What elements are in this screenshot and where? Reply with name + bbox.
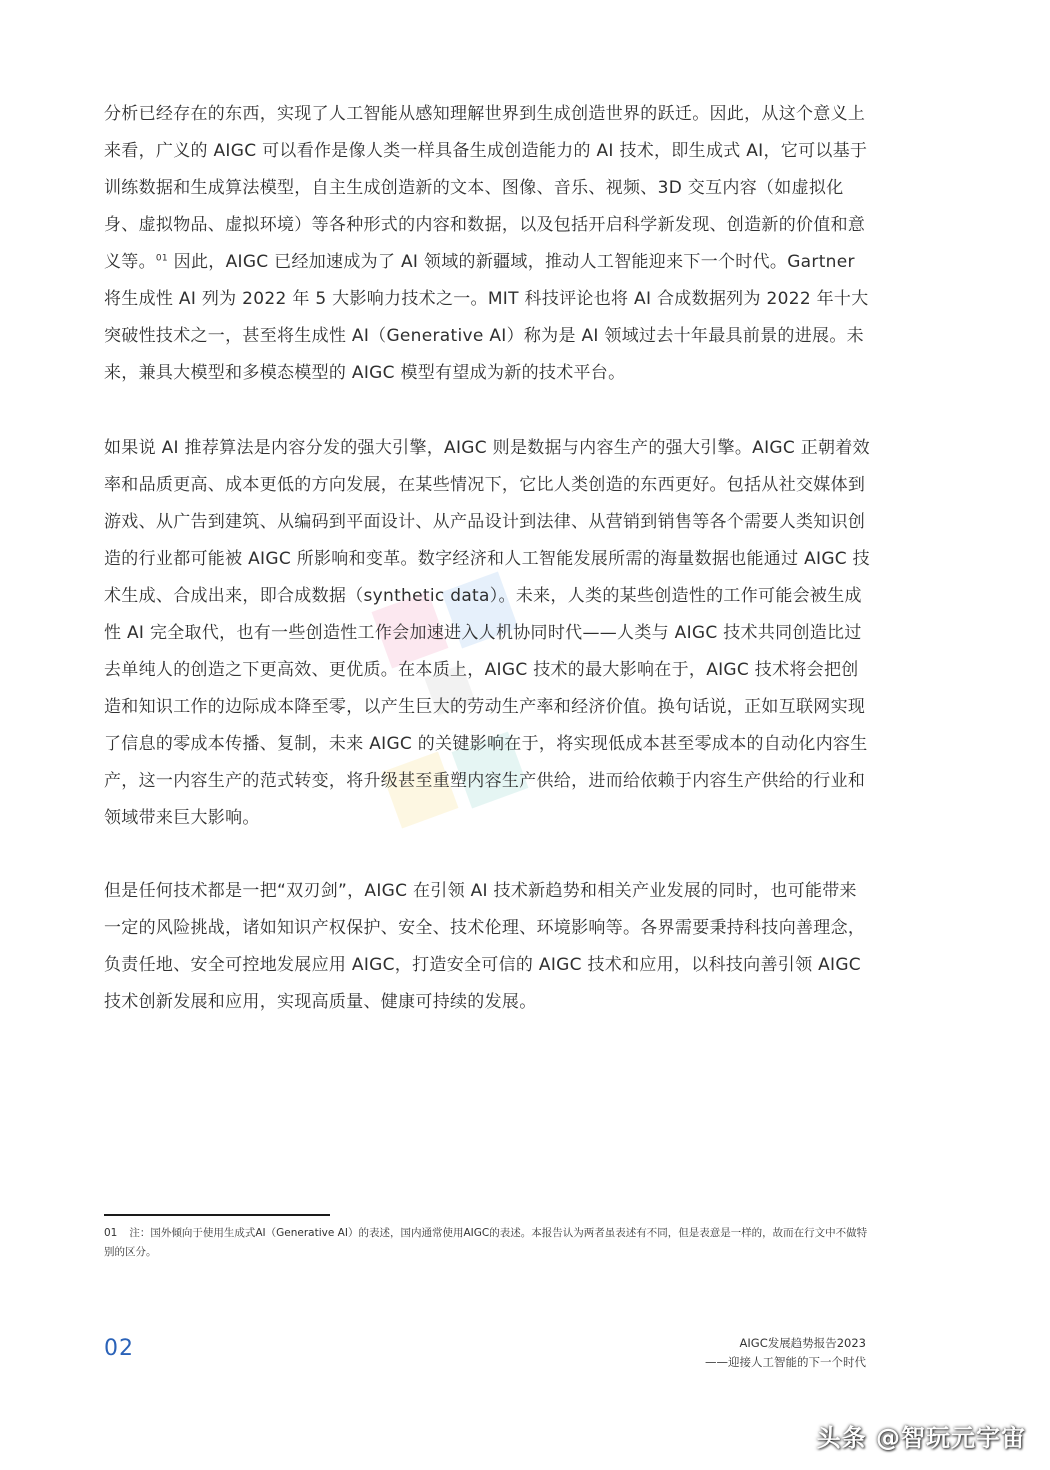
paragraph-text: 分析已经存在的东西，实现了人工智能从感知理解世界到生成创造世界的跃迁。因此，从这个意义上来看，广义的 AIGC 可以看作是像人类一样具备生成创造能力的 AI 技术，即生成式 AI，它可以基于训练数据和生成算法模型，自主生成创造新的文本、图像、音乐、视频、3D 交互内容（如虚拟化身、虚拟物品、虚拟环境）等各种形式的内容和数据，以及包括开启科学新发现、创造新的价值和意义等。	[104, 104, 868, 272]
running-title	[705, 1334, 866, 1372]
footnote	[104, 1224, 874, 1262]
footnote-text: 注：国外倾向于使用生成式AI（Generative AI）的表述，国内通常使用AIGC的表述。本报告认为两者虽表述有不同，但是表意是一样的，故而在行文中不做特别的区分。	[104, 1227, 868, 1258]
body-paragraph-2: 如果说 AI 推荐算法是内容分发的强大引擎，AIGC 则是数据与内容生产的强大引擎。AIGC 正朝着效率和品质更高、成本更低的方向发展，在某些情况下，它比人类创造的东西更好。包括从社交媒体到游戏、从广告到建筑、从编码到平面设计、从产品设计到法律、从营销到销售等各个需要人类知识创造的行业都可能被 AIGC 所影响和变革。数字经济和人工智能发展所需的海量数据也能通过 AIGC 技术生成、合成出来，即合成数据（synthetic data）。未来，人类的某些创造性的工作可能会被生成性 AI 完全取代，也有一些创造性工作会加速进入人机协同时代——人类与 AIGC 技术共同创造比过去单纯人的创造之下更高效、更优质。在本质上，AIGC 技术的最大影响在于，AIGC 技术将会把创造和知识工作的边际成本降至零，以产生巨大的劳动生产率和经济价值。换句话说，正如互联网实现了信息的零成本传播、复制，未来 AIGC 的关键影响在于，将实现低成本甚至零成本的自动化内容生产，这一内容生产的范式转变，将升级甚至重塑内容生产供给，进而给依赖于内容生产供给的行业和领域带来巨大影响。	[104, 438, 870, 828]
paragraph-text: 因此，AIGC 已经加速成为了 AI 领域的新疆域，推动人工智能迎来下一个时代。Gartner 将生成性 AI 列为 2022 年 5 大影响力技术之一。MIT 科技评论也将 AI 合成数据列为 2022 年十大突破性技术之一，甚至将生成性 AI（Generative AI）称为是 AI 领域过去十年最具前景的进展。未来，兼具大模型和多模态模型的 AIGC 模型有望成为新的技术平台。	[104, 252, 869, 383]
report-title: AIGC发展趋势报告2023	[739, 1336, 866, 1350]
body-paragraph-1	[104, 96, 870, 392]
brand-watermark: 头条 @智玩元宇宙	[816, 1424, 1026, 1452]
page-number: 02	[104, 1336, 134, 1361]
footnote-number: 01	[104, 1227, 118, 1239]
report-subtitle: ——迎接人工智能的下一个时代	[705, 1355, 866, 1369]
body-paragraph-3: 但是任何技术都是一把“双刃剑”，AIGC 在引领 AI 技术新趋势和相关产业发展的同时，也可能带来一定的风险挑战，诸如知识产权保护、安全、技术伦理、环境影响等。各界需要秉持科技向善理念，负责任地、安全可控地发展应用 AIGC，打造安全可信的 AIGC 技术和应用，以科技向善引领 AIGC 技术创新发展和应用，实现高质量、健康可持续的发展。	[104, 881, 866, 1012]
footnote-divider	[104, 1214, 330, 1216]
footnote-reference[interactable]: 01	[155, 253, 168, 264]
